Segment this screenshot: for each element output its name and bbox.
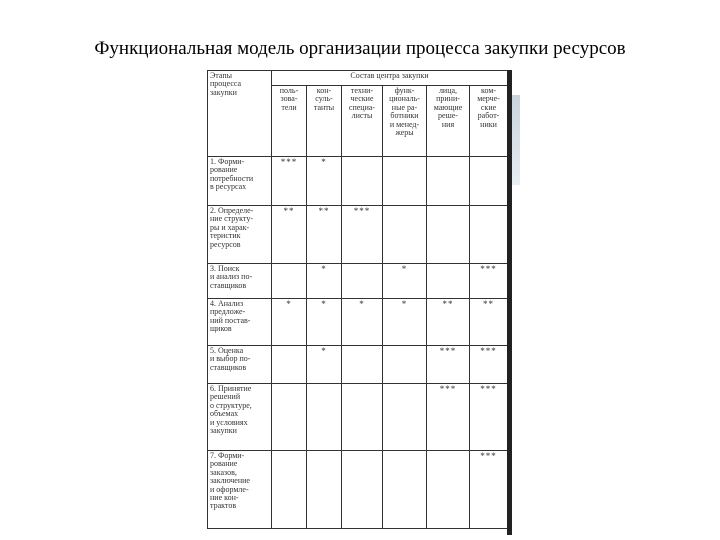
stage-cell: 3. Поиск и анализ по- ставщиков (208, 264, 272, 299)
participation-mark (272, 346, 307, 384)
stage-cell: 2. Определе- ние структу- ры и харак- теристик ресурсов (208, 206, 272, 264)
participation-mark (427, 157, 470, 206)
participation-mark (383, 346, 427, 384)
participation-mark (427, 264, 470, 299)
participation-mark: * (383, 264, 427, 299)
group-header: Состав центра закупки (272, 71, 508, 86)
column-header: поль- зова- тели (272, 86, 307, 157)
table-row (208, 346, 508, 384)
participation-mark: * (307, 299, 342, 346)
participation-mark: * (383, 299, 427, 346)
column-header: функ- циональ- ные ра- ботники и менед- жеры (383, 86, 427, 157)
participation-mark (427, 451, 470, 529)
participation-mark (342, 451, 383, 529)
participation-mark: * (307, 264, 342, 299)
table-row (208, 264, 508, 299)
participation-mark: *** (470, 451, 508, 529)
participation-mark: * (342, 299, 383, 346)
column-header: лица, прини- мающие реше- ния (427, 86, 470, 157)
column-header: ком- мерче- ские работ- ники (470, 86, 508, 157)
participation-mark (342, 384, 383, 451)
column-header: техни- ческие специа- листы (342, 86, 383, 157)
participation-mark: ** (470, 299, 508, 346)
participation-mark: * (307, 346, 342, 384)
participation-mark: *** (470, 346, 508, 384)
table-row (208, 206, 508, 264)
participation-mark (383, 451, 427, 529)
participation-mark: *** (342, 206, 383, 264)
participation-mark (383, 206, 427, 264)
background-slide-edge (512, 95, 520, 185)
table-row (208, 299, 508, 346)
participation-mark (383, 384, 427, 451)
stage-cell: 4. Анализ предложе- ний постав- щиков (208, 299, 272, 346)
table-row (208, 451, 508, 529)
participation-mark: *** (427, 384, 470, 451)
participation-mark: *** (272, 157, 307, 206)
participation-mark: *** (470, 384, 508, 451)
participation-mark: * (307, 157, 342, 206)
slide-title: Функциональная модель организации процесса закупки ресурсов (94, 38, 626, 59)
participation-mark (427, 206, 470, 264)
participation-mark (342, 157, 383, 206)
participation-mark: *** (427, 346, 470, 384)
participation-mark (272, 384, 307, 451)
participation-mark: ** (272, 206, 307, 264)
participation-mark (383, 157, 427, 206)
stage-cell: 5. Оценка и выбор по- ставщиков (208, 346, 272, 384)
participation-mark: * (272, 299, 307, 346)
participation-mark (272, 264, 307, 299)
participation-mark: ** (307, 206, 342, 264)
participation-mark (272, 451, 307, 529)
participation-mark (470, 157, 508, 206)
participation-mark: *** (470, 264, 508, 299)
participation-mark (307, 384, 342, 451)
stage-header: Этапы процесса закупки (208, 71, 272, 157)
participation-mark (307, 451, 342, 529)
participation-mark (342, 346, 383, 384)
column-header: кон- суль- танты (307, 86, 342, 157)
stage-cell: 1. Форми- рование потребности в ресурсах (208, 157, 272, 206)
stage-cell: 6. Принятие решений о структуре, объемах и условиях закупки (208, 384, 272, 451)
participation-mark (470, 206, 508, 264)
table-row (208, 157, 508, 206)
participation-mark (342, 264, 383, 299)
stage-cell: 7. Форми- рование заказов, заключение и оформле- ние кон- трактов (208, 451, 272, 529)
participation-mark: ** (427, 299, 470, 346)
table-row (208, 384, 508, 451)
procurement-table (207, 70, 508, 529)
procurement-table-scan (207, 70, 507, 532)
